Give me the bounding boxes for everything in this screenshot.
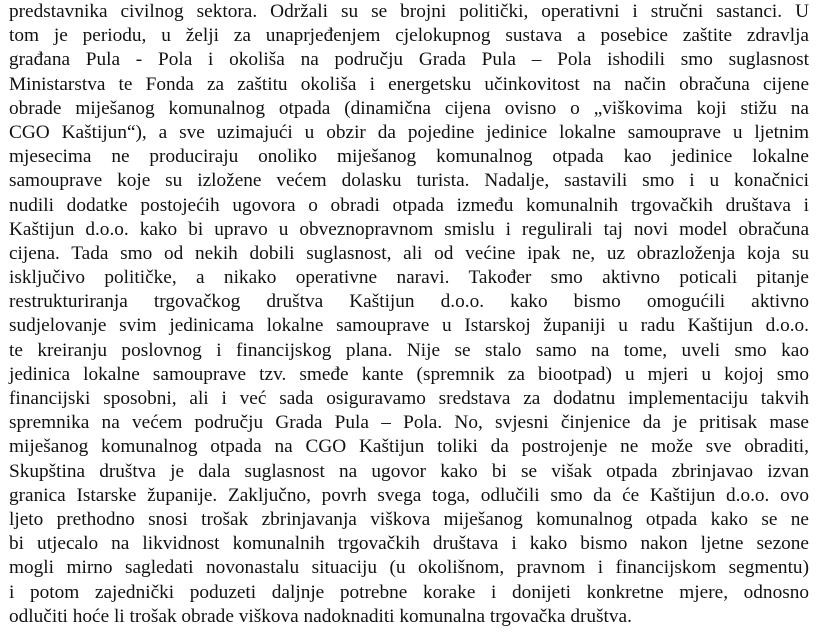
text-line: ljeto prethodno snosi trošak zbrinjavanja viškova miješanog komunalnog otpada kako se ne — [9, 508, 809, 530]
text-line: i potom zajednički poduzeti daljnje potrebne korake i donijeti konkretne mjere, odnosno — [9, 581, 809, 603]
text-line: nudili dodatke postojećih ugovora o obradi otpada između komunalnih trgovačkih društava i — [9, 194, 809, 216]
text-line: mjesecima ne produciraju onoliko miješanog komunalnog otpada kao jedinice lokalne — [9, 146, 809, 168]
text-line: miješanog komunalnog otpada na CGO Kaštijun toliki da postrojenje ne može sve obraditi, — [9, 436, 809, 458]
text-line: predstavnika civilnog sektora. Održali su se brojni politički, operativni i stručni sastanci. U — [9, 1, 809, 22]
text-line: jedinica lokalne samouprave tzv. smeđe kante (spremnik za biootpad) u mjeri u kojoj smo — [9, 363, 809, 385]
text-line: te kreiranju poslovnog i financijskog plana. Nije se stalo samo na tome, uveli smo kao — [9, 339, 809, 361]
text-line: bi utjecalo na likvidnost komunalnih trgovačkih društava i kako bismo nakon ljetne sezone — [9, 533, 809, 555]
text-line: granica Istarske županije. Zaključno, povrh svega toga, odlučili smo da će Kaštijun d.o.o. ovo — [9, 484, 809, 506]
text-line: odlučiti hoće li trošak obrade viškova nadoknaditi komunalna trgovačka društva. — [9, 605, 632, 627]
text-line: mogli mirno sagledati novonastalu situaciju (u okolišnom, pravnom i financijskom segmentu) — [9, 557, 809, 579]
text-line: tom je periodu, u želji za unaprjeđenjem cjelokupnog sustava a posebice zaštite zdravlja — [9, 25, 809, 47]
text-line: cijena. Tada smo od nekih dobili suglasnost, ali od većine ipak ne, uz obrazloženja koja su — [9, 242, 809, 264]
text-line: restrukturiranja trgovačkog društva Kaštijun d.o.o. kako bismo omogućili aktivno — [9, 291, 809, 313]
text-line: građana Pula - Pola i okoliša na području Grada Pula – Pola ishodili smo suglasnost — [9, 49, 809, 71]
body-paragraph — [9, 0, 809, 629]
text-line: obrade miješanog komunalnog otpada (dinamična cijena ovisno o „viškovima koji stižu na — [9, 97, 809, 119]
text-line: sudjelovanje svim jedinicama lokalne samouprave u Istarskoj županiji u radu Kaštijun d.o.o. — [9, 315, 809, 337]
text-line: isključivo političke, a nikako operativne naravi. Također smo aktivno poticali pitanje — [9, 267, 809, 289]
text-line: samouprave koje su izložene većem dolasku turista. Nadalje, sastavili smo i u konačnici — [9, 170, 809, 192]
text-line: CGO Kaštijun“), a sve uzimajući u obzir da pojedine jedinice lokalne samouprave u ljetnim — [9, 121, 809, 143]
text-line: Kaštijun d.o.o. kako bi upravo u obveznopravnom smislu i regulirali taj novi model obračuna — [9, 218, 809, 240]
text-line: spremnika na većem području Grada Pula – Pola. No, svjesni činjenice da je pritisak mase — [9, 412, 809, 434]
text-line: Ministarstva te Fonda za zaštitu okoliša i energetsku učinkovitost na način obračuna cijene — [9, 73, 809, 95]
text-line: financijski sposobni, ali i već sada osiguravamo sredstava za dodatnu implementaciju takvih — [9, 388, 809, 409]
text-line: Skupština društva je dala suglasnost na ugovor kako bi se višak otpada zbrinjavao izvan — [9, 460, 809, 482]
